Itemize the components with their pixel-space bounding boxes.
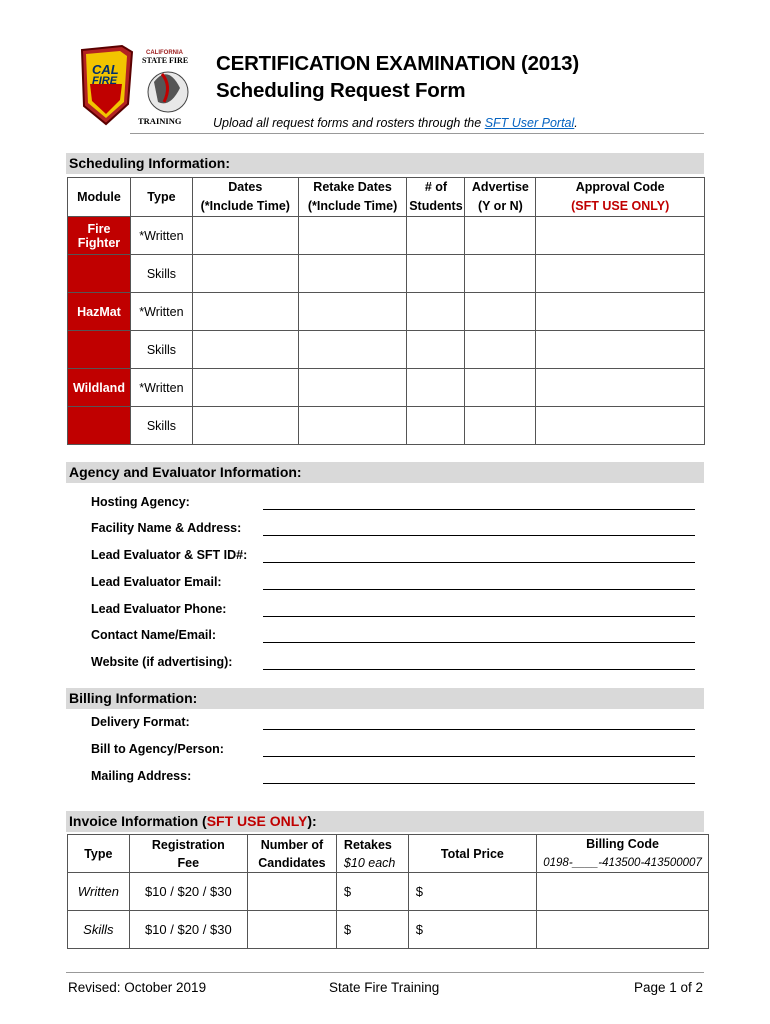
footer-center: State Fire Training (329, 980, 440, 995)
type-written: *Written (130, 217, 192, 255)
inv-candidates-cell[interactable] (247, 873, 336, 911)
advertise-cell[interactable] (465, 331, 536, 369)
retake-cell[interactable] (298, 369, 407, 407)
website-field[interactable] (263, 669, 695, 670)
inv-col-num (247, 835, 336, 873)
evaluator-phone-field[interactable] (263, 616, 695, 617)
inv-col-num-l1: Number of (260, 837, 324, 852)
students-cell[interactable] (407, 217, 465, 255)
inv-candidates-cell[interactable] (247, 911, 336, 949)
footer-page: Page 1 of 2 (634, 980, 704, 995)
students-cell[interactable] (407, 331, 465, 369)
advertise-cell[interactable] (465, 255, 536, 293)
advertise-cell[interactable] (465, 217, 536, 255)
module-firefighter-l1: Fire (87, 221, 111, 236)
students-cell[interactable] (407, 255, 465, 293)
dates-cell[interactable] (192, 293, 298, 331)
col-approval-l1: Approval Code (575, 180, 665, 194)
dates-cell[interactable] (192, 217, 298, 255)
contact-field[interactable] (263, 642, 695, 643)
inv-col-retakes (336, 835, 408, 873)
mailing-address-field[interactable] (263, 783, 695, 784)
approval-cell[interactable] (536, 217, 705, 255)
retake-cell[interactable] (298, 407, 407, 445)
scheduling-section-header: Scheduling Information: (66, 153, 704, 174)
footer-revised: Revised: October 2019 (68, 980, 207, 995)
table-row (68, 217, 705, 255)
col-approval (536, 178, 705, 217)
module-wildland: Wildland (68, 369, 131, 407)
type-skills: Skills (130, 255, 192, 293)
module-wildland-cont (68, 407, 131, 445)
type-written: *Written (130, 369, 192, 407)
billing-section-header: Billing Information: (66, 688, 704, 709)
approval-cell[interactable] (536, 369, 705, 407)
invoice-section-header (66, 811, 704, 832)
retake-cell[interactable] (298, 255, 407, 293)
table-row (68, 407, 705, 445)
logo-side-mid: STATE FIRE (142, 56, 189, 65)
hosting-agency-field[interactable] (263, 509, 695, 510)
inv-col-reg (129, 835, 247, 873)
inv-col-billing-l1: Billing Code (586, 837, 659, 851)
invoice-title-prefix: Invoice Information ( (69, 813, 207, 829)
inv-total[interactable]: $ (408, 873, 536, 911)
delivery-format-field[interactable] (263, 729, 695, 730)
table-row (68, 911, 709, 949)
col-advertise-l1: Advertise (471, 180, 529, 194)
evaluator-email-field[interactable] (263, 589, 695, 590)
invoice-header-row (68, 835, 709, 873)
type-written: *Written (130, 293, 192, 331)
title-block (216, 52, 579, 103)
delivery-format-label: Delivery Format: (91, 715, 190, 729)
advertise-cell[interactable] (465, 369, 536, 407)
inv-col-retakes-l2: $10 each (343, 855, 396, 870)
logo-side-bottom: TRAINING (138, 116, 182, 126)
upload-suffix: . (574, 116, 578, 130)
upload-prefix: Upload all request forms and rosters through the (213, 116, 485, 130)
table-row (68, 873, 709, 911)
form-title: CERTIFICATION EXAMINATION (2013) (216, 52, 580, 75)
form-subtitle: Scheduling Request Form (216, 79, 466, 102)
approval-cell[interactable] (536, 293, 705, 331)
retake-cell[interactable] (298, 293, 407, 331)
inv-col-num-l2: Candidates (258, 855, 326, 870)
col-module: Module (68, 178, 131, 217)
col-type: Type (130, 178, 192, 217)
contact-label: Contact Name/Email: (91, 628, 217, 642)
students-cell[interactable] (407, 293, 465, 331)
inv-col-reg-l2: Fee (177, 855, 200, 870)
logo-side-top: CALIFORNIA (146, 50, 183, 56)
bill-to-field[interactable] (263, 756, 695, 757)
col-students-l1: # of (424, 180, 448, 194)
upload-instructions (213, 116, 578, 130)
inv-type-written: Written (68, 873, 130, 911)
facility-label: Facility Name & Address: (91, 521, 242, 535)
col-retake-l1: Retake Dates (313, 180, 392, 194)
table-row (68, 369, 705, 407)
sft-user-portal-link[interactable]: SFT User Portal (484, 116, 575, 130)
inv-col-reg-l1: Registration (151, 837, 225, 852)
students-cell[interactable] (407, 369, 465, 407)
inv-fee: $10 / $20 / $30 (129, 911, 247, 949)
lead-evaluator-label: Lead Evaluator & SFT ID#: (91, 548, 248, 562)
bill-to-label: Bill to Agency/Person: (91, 742, 224, 756)
type-skills: Skills (130, 407, 192, 445)
col-students-l2: Students (409, 199, 463, 213)
col-advertise (465, 178, 536, 217)
table-row (68, 255, 705, 293)
hosting-agency-label: Hosting Agency: (91, 495, 190, 509)
approval-cell[interactable] (536, 407, 705, 445)
inv-retakes[interactable]: $ (336, 873, 408, 911)
module-hazmat-cont (68, 331, 131, 369)
retake-cell[interactable] (298, 331, 407, 369)
evaluator-phone-label: Lead Evaluator Phone: (91, 602, 227, 616)
dates-cell[interactable] (192, 331, 298, 369)
approval-cell[interactable] (536, 331, 705, 369)
invoice-title-red: SFT USE ONLY (206, 813, 308, 829)
type-skills: Skills (130, 331, 192, 369)
approval-cell[interactable] (536, 255, 705, 293)
inv-retakes[interactable]: $ (336, 911, 408, 949)
col-retake-l2: (*Include Time) (307, 199, 398, 213)
cal-fire-logo (76, 44, 196, 128)
col-approval-l2: (SFT USE ONLY) (571, 199, 670, 213)
advertise-cell[interactable] (465, 293, 536, 331)
facility-field[interactable] (263, 535, 695, 536)
module-firefighter (68, 217, 131, 255)
inv-col-billing (537, 835, 709, 873)
dates-cell[interactable] (192, 255, 298, 293)
col-students (407, 178, 465, 217)
table-row (68, 293, 705, 331)
website-label: Website (if advertising): (91, 655, 233, 669)
module-firefighter-l2: Fighter (77, 235, 121, 250)
evaluator-email-label: Lead Evaluator Email: (91, 575, 222, 589)
inv-type-skills: Skills (68, 911, 130, 949)
inv-billing-cell[interactable] (537, 911, 709, 949)
col-dates-l2: (*Include Time) (200, 199, 290, 213)
logo-fire-text: FIRE (92, 75, 118, 87)
mailing-address-label: Mailing Address: (91, 769, 192, 783)
inv-col-type: Type (68, 835, 130, 873)
logo-cal-text: CAL (92, 62, 119, 77)
dates-cell[interactable] (192, 407, 298, 445)
lead-evaluator-field[interactable] (263, 562, 695, 563)
module-firefighter-cont (68, 255, 131, 293)
table-row (68, 331, 705, 369)
col-dates-l1: Dates (228, 180, 263, 194)
col-advertise-l2: (Y or N) (477, 199, 523, 213)
inv-billing-cell[interactable] (537, 873, 709, 911)
invoice-title-suffix: ): (307, 813, 317, 829)
header-divider (130, 133, 704, 134)
col-dates (192, 178, 298, 217)
scheduling-header-row (68, 178, 705, 217)
scheduling-table (67, 177, 705, 445)
retake-cell[interactable] (298, 217, 407, 255)
agency-section-header: Agency and Evaluator Information: (66, 462, 704, 483)
inv-col-billing-l2: 0198-____-413500-413500007 (543, 857, 702, 869)
dates-cell[interactable] (192, 369, 298, 407)
advertise-cell[interactable] (465, 407, 536, 445)
invoice-table (67, 834, 709, 949)
inv-fee: $10 / $20 / $30 (129, 873, 247, 911)
inv-total[interactable]: $ (408, 911, 536, 949)
students-cell[interactable] (407, 407, 465, 445)
module-hazmat: HazMat (68, 293, 131, 331)
inv-col-retakes-l1: Retakes (343, 837, 392, 852)
inv-col-total: Total Price (408, 835, 536, 873)
footer-divider (66, 972, 704, 973)
col-retake (298, 178, 407, 217)
